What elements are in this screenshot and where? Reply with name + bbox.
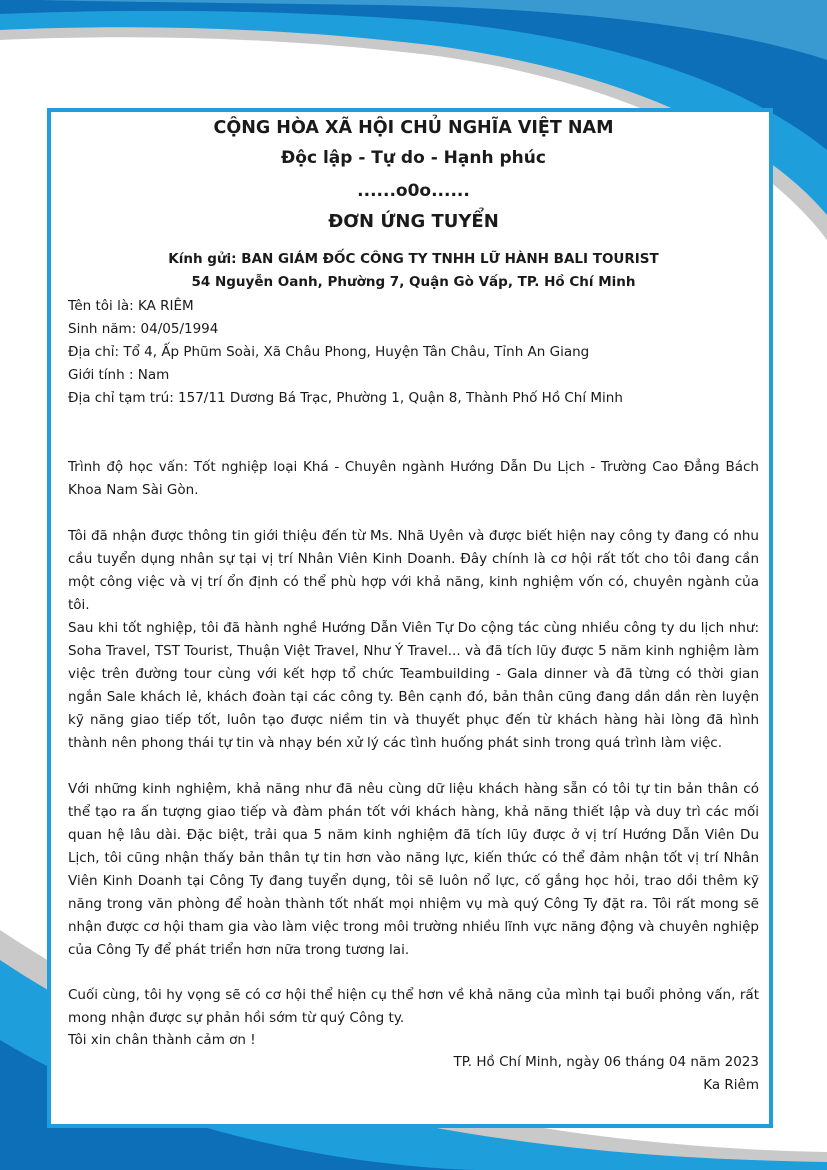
motto-heading: Độc lập - Tự do - Hạnh phúc	[281, 148, 546, 168]
recipient-address: 54 Nguyễn Oanh, Phường 7, Quận Gò Vấp, TP. Hồ Chí Minh	[191, 274, 636, 290]
education-paragraph: Trình độ học vấn: Tốt nghiệp loại Khá - Chuyên ngành Hướng Dẫn Du Lịch - Trường Cao Đẳng Bách Khoa Nam Sài Gòn.	[68, 459, 759, 498]
nation-heading: CỘNG HÒA XÃ HỘI CHỦ NGHĨA VIỆT NAM	[213, 118, 614, 138]
motivation-paragraph: Với những kinh nghiệm, khả năng như đã nêu cùng dữ liệu khách hàng sẵn có tôi tự tin bản thân có thể tạo ra ấn tượng giao tiếp và đàm phán tốt với khách hàng, khả năng thiết lập và duy trì các mối quan hệ lâu dài. Đặc biệt, trải qua 5 năm kinh nghiệm đã tích lũy được ở vị trí Hướng Dẫn Viên Du Lịch, tôi cũng nhận thấy bản thân tự tin hơn vào năng lực, kiến thức có thể đảm nhận tốt vị trí Nhân Viên Kinh Doanh tại Công Ty đang tuyển dụng, tôi sẽ luôn nổ lực, cố gắng học hỏi, trao dồi thêm kỹ năng trong văn phòng để hoàn thành tốt nhất mọi nhiệm vụ mà quý Công Ty đặt ra. Tôi rất mong sẽ nhận được cơ hội tham gia vào làm việc trong môi trường nhiều lĩnh vực năng động và chuyên nghiệp của Công Ty để phát triển hơn nữa trong tương lai.	[68, 781, 759, 958]
thanks-line: Tôi xin chân thành cảm ơn !	[68, 1032, 256, 1048]
applicant-address: Địa chỉ: Tổ 4, Ấp Phũm Soài, Xã Châu Phong, Huyện Tân Châu, Tỉnh An Giang	[68, 344, 590, 360]
signature-place-date: TP. Hồ Chí Minh, ngày 06 tháng 04 năm 2023	[453, 1054, 759, 1070]
experience-paragraph: Sau khi tốt nghiệp, tôi đã hành nghề Hướng Dẫn Viên Tự Do cộng tác cùng nhiều công ty du lịch như: Soha Travel, TST Tourist, Thuận Việt Travel, Như Ý Travel... và đã tích lũy được 5 năm kinh nghiệm làm việc trên đường tour cùng với kết hợp tổ chức Teambuilding - Gala dinner và đã từng có thời gian ngắn Sale khách lẻ, khách đoàn tại các công ty. Bên cạnh đó, bản thân cũng đang dần dần rèn luyện kỹ năng giao tiếp tốt, luôn tạo được niềm tin và thuyết phục đến từ khách hàng hài lòng đã hình thành nên phong thái tự tin và nhạy bén xử lý các tình huống phát sinh trong quá trình làm việc.	[68, 620, 759, 751]
applicant-dob: Sinh năm: 04/05/1994	[68, 321, 219, 337]
recipient-line: Kính gửi: BAN GIÁM ĐỐC CÔNG TY TNHH LỮ HÀNH BALI TOURIST	[168, 251, 659, 267]
applicant-name: Tên tôi là: KA RIÊM	[68, 298, 194, 314]
signature-name: Ka Riêm	[703, 1077, 759, 1093]
applicant-temp-address: Địa chỉ tạm trú: 157/11 Dương Bá Trạc, Phường 1, Quận 8, Thành Phố Hồ Chí Minh	[68, 390, 623, 406]
document-title: ĐƠN ỨNG TUYỂN	[328, 211, 499, 232]
heading-divider: ......o0o......	[357, 181, 470, 201]
intro-paragraph: Tôi đã nhận được thông tin giới thiệu đến từ Ms. Nhã Uyên và được biết hiện nay công ty đang có nhu cầu tuyển dụng nhân sự tại vị trí Nhân Viên Kinh Doanh. Đây chính là cơ hội rất tốt cho tôi đang cần một công việc và vị trí ổn định có thể phù hợp với khả năng, kinh nghiệm vốn có, chuyên ngành của tôi.	[68, 528, 759, 613]
closing-paragraph: Cuối cùng, tôi hy vọng sẽ có cơ hội thể hiện cụ thể hơn về khả năng của mình tại buổi phỏng vấn, rất mong nhận được sự phản hồi sớm từ quý Công ty.	[68, 987, 759, 1026]
applicant-gender: Giới tính : Nam	[68, 367, 170, 383]
